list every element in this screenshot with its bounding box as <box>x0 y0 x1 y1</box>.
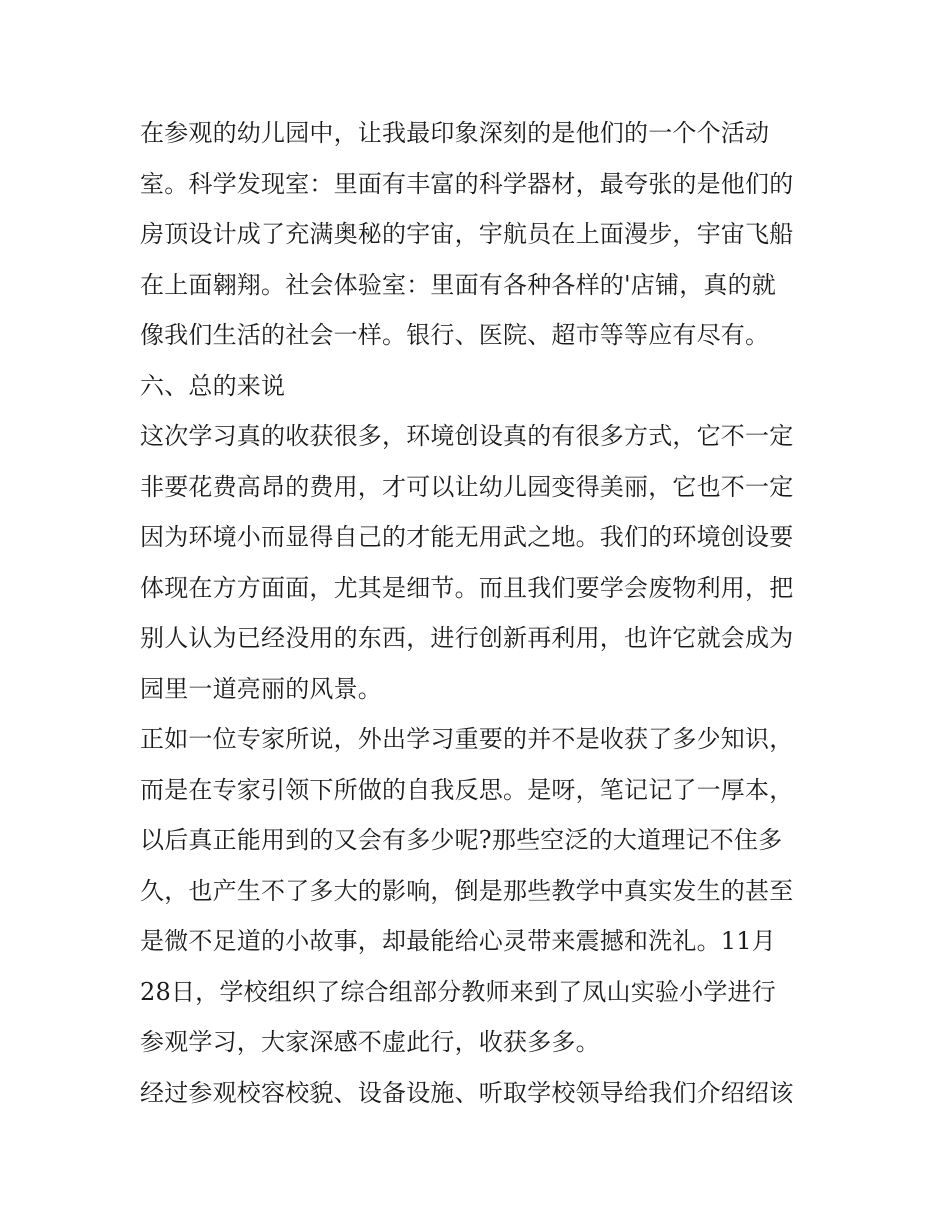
document-page <box>140 108 830 1118</box>
text-line: 别人认为已经没用的东西，进行创新再利用，也许它就会成为 <box>140 624 794 652</box>
text-line: 在参观的幼儿园中，让我最印象深刻的是他们的一个个活动 <box>140 119 770 147</box>
text-line: 这次学习真的收获很多，环境创设真的有很多方式，它不一定 <box>140 422 794 450</box>
text-line: 而是在专家引领下所做的自我反思。是呀，笔记记了一厚本， <box>140 775 794 804</box>
section-heading: 六、总的来说 <box>140 371 286 400</box>
text-line: 在上面翱翔。社会体验室：里面有各种各样的'店铺，真的就 <box>140 270 776 299</box>
text-line: 参观学习，大家深感不虚此行，收获多多。 <box>140 1028 600 1056</box>
text-line: 非要花费高昂的费用，才可以让幼儿园变得美丽，它也不一定 <box>140 472 794 501</box>
text-line: 28日，学校组织了综合组部分教师来到了凤山实验小学进行 <box>140 977 776 1006</box>
text-line: 园里一道亮丽的风景。 <box>140 674 382 703</box>
text-line: 久，也产生不了多大的影响，倒是那些教学中真实发生的甚至 <box>140 876 794 905</box>
text-line: 像我们生活的社会一样。银行、医院、超市等等应有尽有。 <box>140 321 770 349</box>
text-line: 因为环境小而显得自己的才能无用武之地。我们的环境创设要 <box>140 523 794 551</box>
text-line: 经过参观校容校貌、设备设施、听取学校领导给我们介绍绍该 <box>140 1078 794 1107</box>
text-line: 房顶设计成了充满奥秘的宇宙，宇航员在上面漫步，宇宙飞船 <box>140 220 794 248</box>
text-line: 是微不足道的小故事，却最能给心灵带来震撼和洗礼。11月 <box>140 927 776 955</box>
text-line: 正如一位专家所说，外出学习重要的并不是收获了多少知识， <box>140 725 794 753</box>
text-line: 体现在方方面面，尤其是细节。而且我们要学会废物利用，把 <box>140 573 794 602</box>
text-line: 以后真正能用到的又会有多少呢?那些空泛的大道理记不住多 <box>140 826 783 854</box>
text-line: 室。科学发现室：里面有丰富的科学器材，最夸张的是他们的 <box>140 169 794 198</box>
